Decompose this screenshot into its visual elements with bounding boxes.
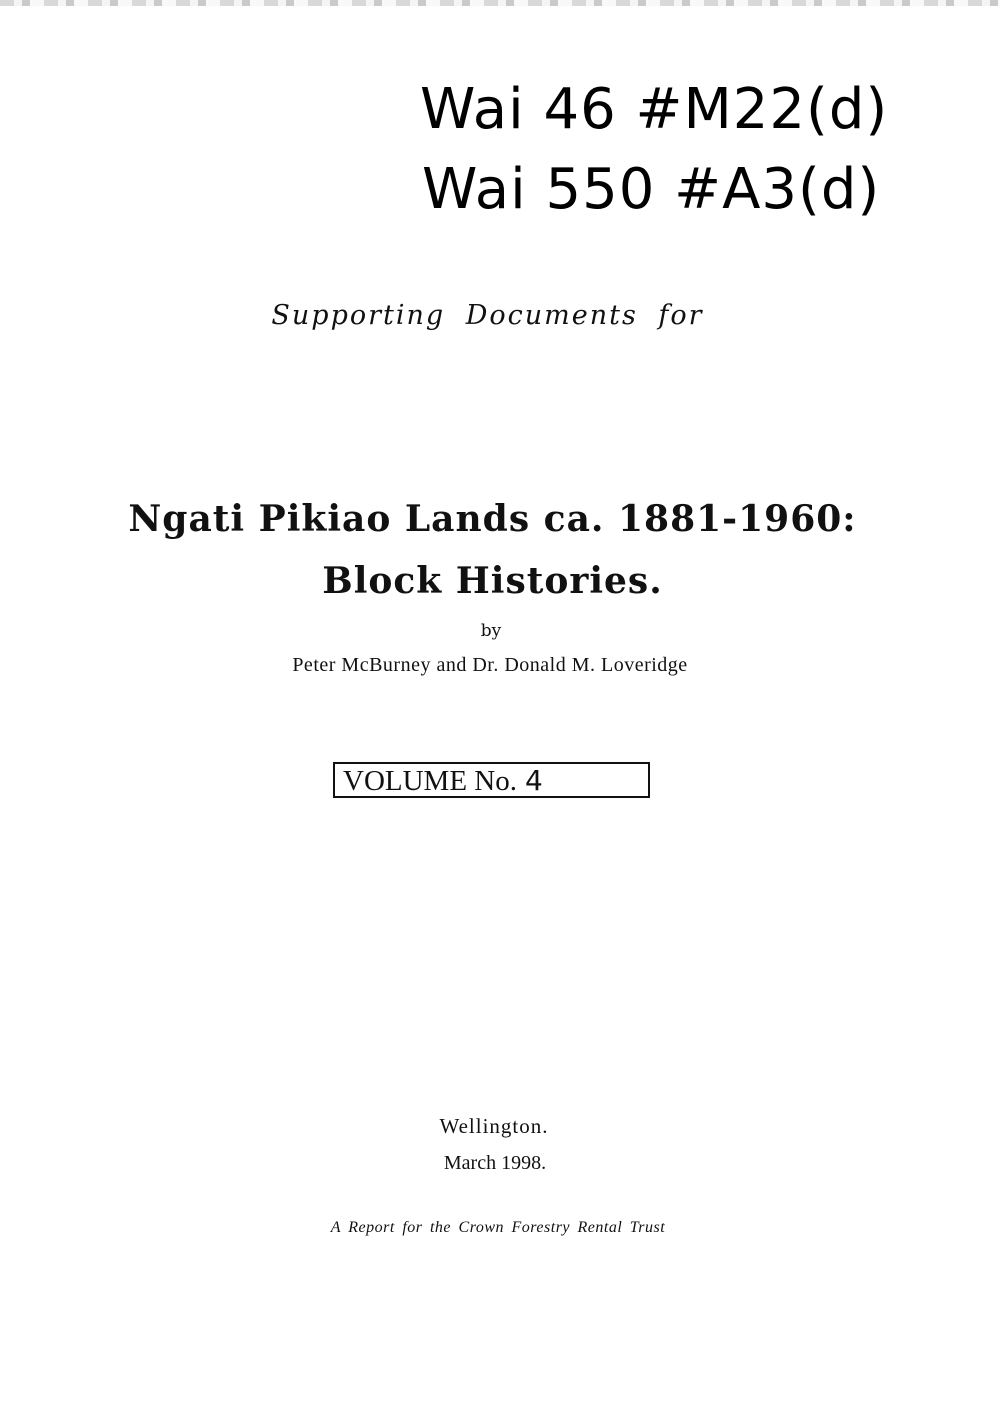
- document-title: [0, 488, 985, 612]
- title-line-2: Block Histories.: [322, 560, 663, 602]
- subtitle: Supporting Documents for: [271, 300, 704, 331]
- title-line-1: Ngati Pikiao Lands ca. 1881-1960:: [128, 498, 857, 540]
- annotation-line-1: Wai 46 #M22(d): [420, 77, 889, 142]
- report-for: A Report for the Crown Forestry Rental Trust: [330, 1219, 666, 1236]
- scan-edge: [0, 0, 1000, 6]
- authors: Peter McBurney and Dr. Donald M. Loveridge: [292, 654, 688, 676]
- volume-label: VOLUME No.: [343, 765, 517, 797]
- publication-place: Wellington.: [439, 1114, 549, 1138]
- publication-date: March 1998.: [443, 1152, 547, 1174]
- byline: by: [480, 621, 502, 641]
- annotation-line-2: Wai 550 #A3(d): [422, 157, 881, 222]
- volume-box: [333, 762, 650, 798]
- handwritten-annotation: [420, 70, 889, 230]
- volume-number: 4: [525, 764, 543, 797]
